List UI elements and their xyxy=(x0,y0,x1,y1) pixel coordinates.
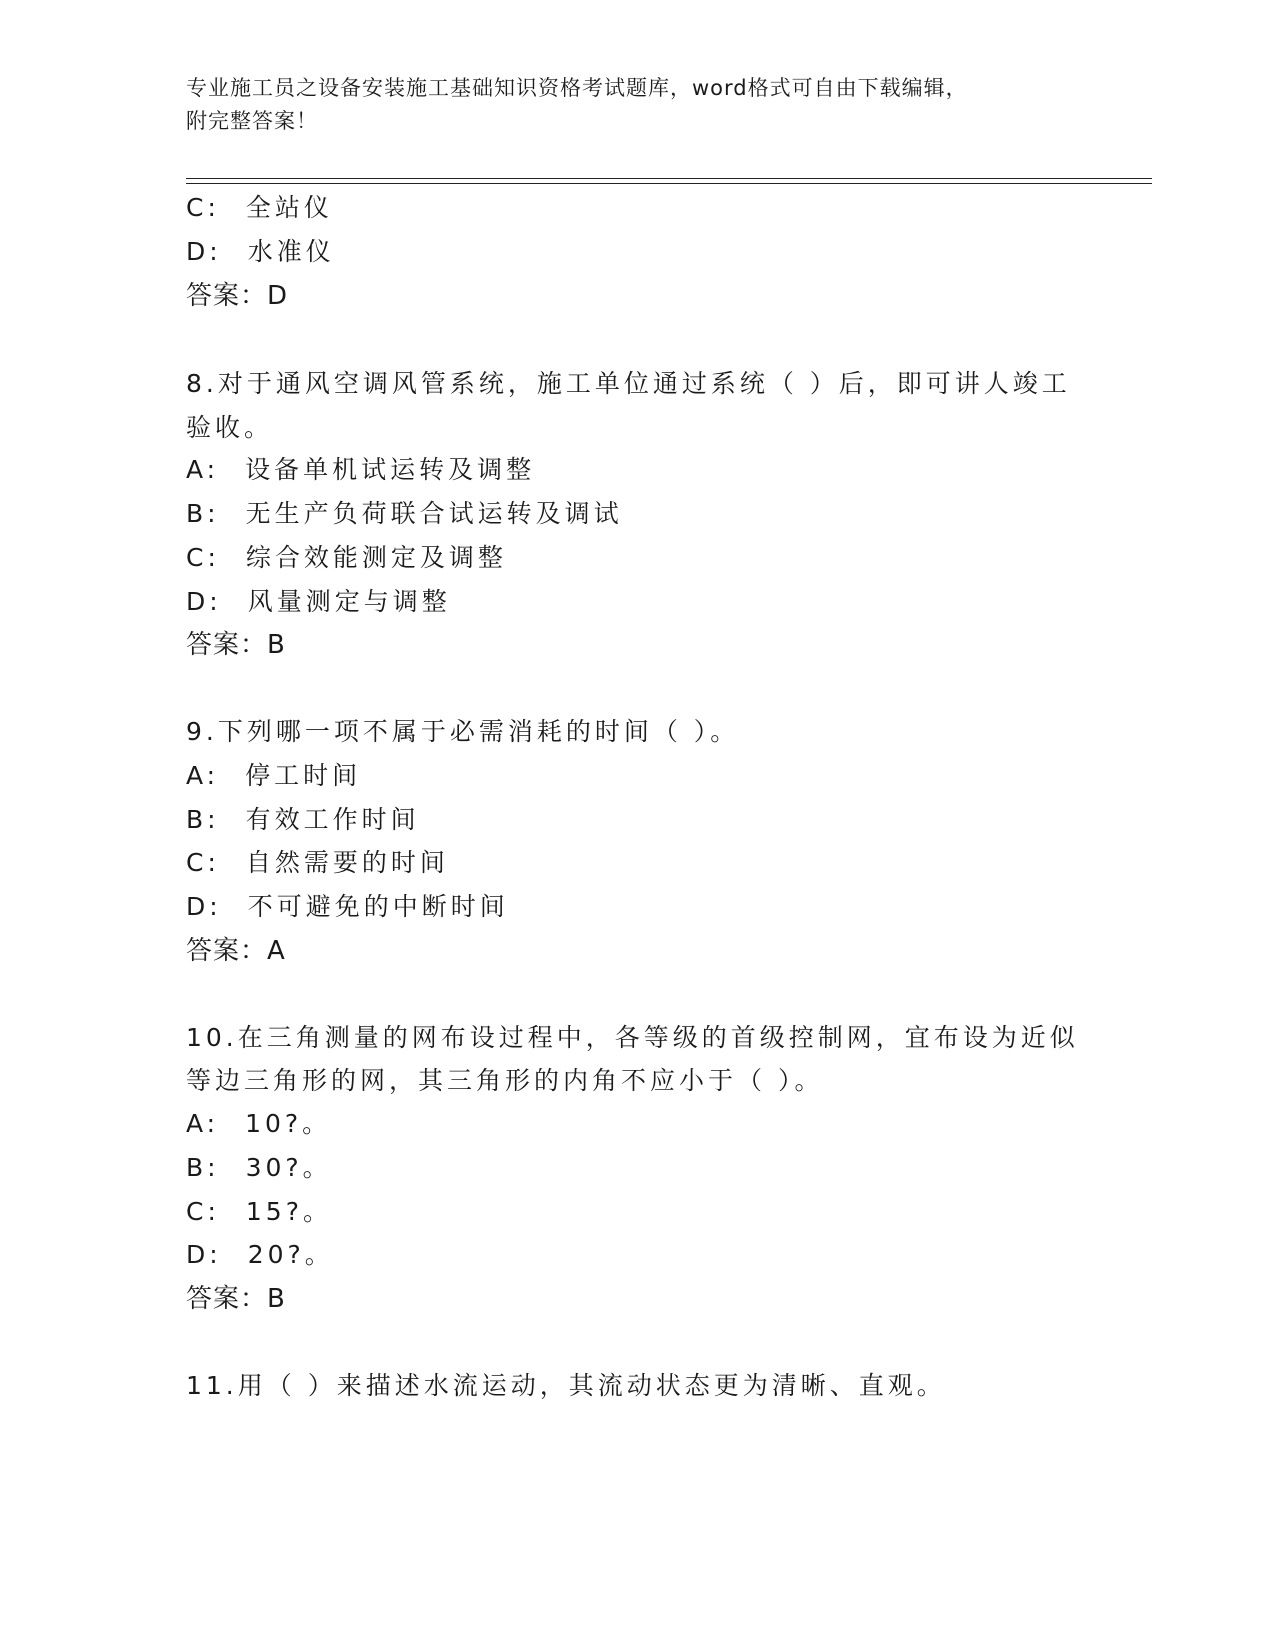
option-d xyxy=(186,587,451,617)
option-text: 自然需要的时间 xyxy=(245,848,449,877)
option-text: 20?。 xyxy=(247,1240,334,1269)
question-8-stem: 8.对于通风空调风管系统，施工单位通过系统（ ）后，即可讲人竣工 xyxy=(186,369,1071,398)
option-c xyxy=(186,193,333,223)
option-key: B: xyxy=(186,499,220,528)
answer-line: 答案：D xyxy=(186,281,289,311)
option-text: 不可避免的中断时间 xyxy=(247,892,509,921)
option-text: 无生产负荷联合试运转及调试 xyxy=(245,499,623,528)
option-key: C: xyxy=(186,848,220,877)
option-c xyxy=(186,543,507,573)
question-10-stem-cont: 等边三角形的网，其三角形的内角不应小于（ ）。 xyxy=(186,1066,824,1095)
option-key: A: xyxy=(186,455,220,484)
header-divider-top xyxy=(186,178,1152,179)
option-key: C: xyxy=(186,543,220,572)
option-text: 全站仪 xyxy=(245,193,333,222)
option-key: B: xyxy=(186,1153,220,1182)
option-a xyxy=(186,455,535,485)
question-10-stem: 10.在三角测量的网布设过程中，各等级的首级控制网，宜布设为近似 xyxy=(186,1023,1079,1052)
option-c xyxy=(186,1197,332,1227)
option-a xyxy=(186,1109,331,1139)
question-8-stem-cont: 验收。 xyxy=(186,413,274,442)
option-key: A: xyxy=(186,761,220,790)
header-divider-bottom xyxy=(186,183,1152,184)
option-text: 风量测定与调整 xyxy=(247,587,451,616)
header-title-line-1: 专业施工员之设备安装施工基础知识资格考试题库，word格式可自由下载编辑， xyxy=(186,76,968,100)
option-key: D: xyxy=(186,237,222,266)
question-9-stem: 9.下列哪一项不属于必需消耗的时间（ ）。 xyxy=(186,717,740,746)
option-text: 停工时间 xyxy=(245,761,362,790)
option-text: 综合效能测定及调整 xyxy=(245,543,507,572)
option-d xyxy=(186,892,509,922)
option-key: C: xyxy=(186,193,220,222)
option-d xyxy=(186,1240,334,1270)
option-key: D: xyxy=(186,1240,222,1269)
answer-line: 答案：B xyxy=(186,1284,286,1314)
option-key: D: xyxy=(186,587,222,616)
option-key: B: xyxy=(186,805,220,834)
option-text: 30?。 xyxy=(245,1153,332,1182)
option-text: 设备单机试运转及调整 xyxy=(245,455,536,484)
answer-line: 答案：B xyxy=(186,630,286,660)
answer-line: 答案：A xyxy=(186,936,286,966)
question-11-stem: 11.用（ ）来描述水流运动，其流动状态更为清晰、直观。 xyxy=(186,1371,946,1400)
option-key: D: xyxy=(186,892,222,921)
option-text: 10?。 xyxy=(245,1109,332,1138)
option-key: A: xyxy=(186,1109,220,1138)
option-key: C: xyxy=(186,1197,220,1226)
option-b xyxy=(186,805,420,835)
header-title-line-2: 附完整答案！ xyxy=(186,109,318,133)
option-text: 有效工作时间 xyxy=(245,805,420,834)
document-header xyxy=(186,72,1086,138)
option-b xyxy=(186,1153,332,1183)
option-b xyxy=(186,499,623,529)
option-c xyxy=(186,848,449,878)
option-a xyxy=(186,761,361,791)
option-d xyxy=(186,237,335,267)
option-text: 水准仪 xyxy=(247,237,335,266)
option-text: 15?。 xyxy=(245,1197,332,1226)
